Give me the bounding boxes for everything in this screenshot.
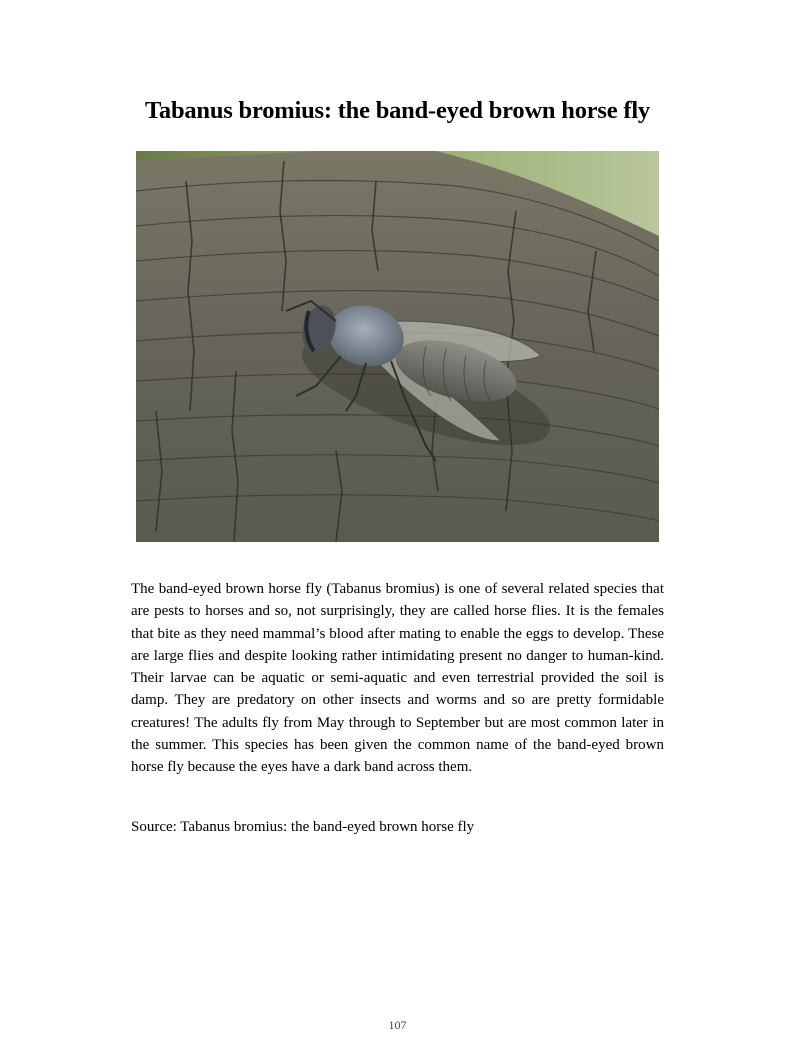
source-citation: Source: Tabanus bromius: the band-eyed brown horse fly [131, 819, 475, 835]
page-title: Tabanus bromius: the band-eyed brown horse fly [145, 97, 650, 124]
horse-fly-photo [136, 151, 659, 542]
page-number: 107 [388, 1018, 407, 1032]
horse-fly-illustration [136, 151, 659, 542]
body-paragraph: The band-eyed brown horse fly (Tabanus bromius) is one of several related species that are pests to horses and so, not surprisingly, they are called horse flies. It is the females that bite as they need mammal’s blood after mating to enable the eggs to develop. These are large flies and despite looking rather intimidating present no danger to human-kind. Their larvae can be aquatic or semi-aquatic and even terrestrial provided the soil is damp. They are predatory on other insects and worms and so are pretty formidable creatures! The adults fly from May through to September but are most common later in the summer. This species has been given the common name of the band-eyed brown horse fly because the eyes have a dark band across them. [131, 581, 664, 776]
